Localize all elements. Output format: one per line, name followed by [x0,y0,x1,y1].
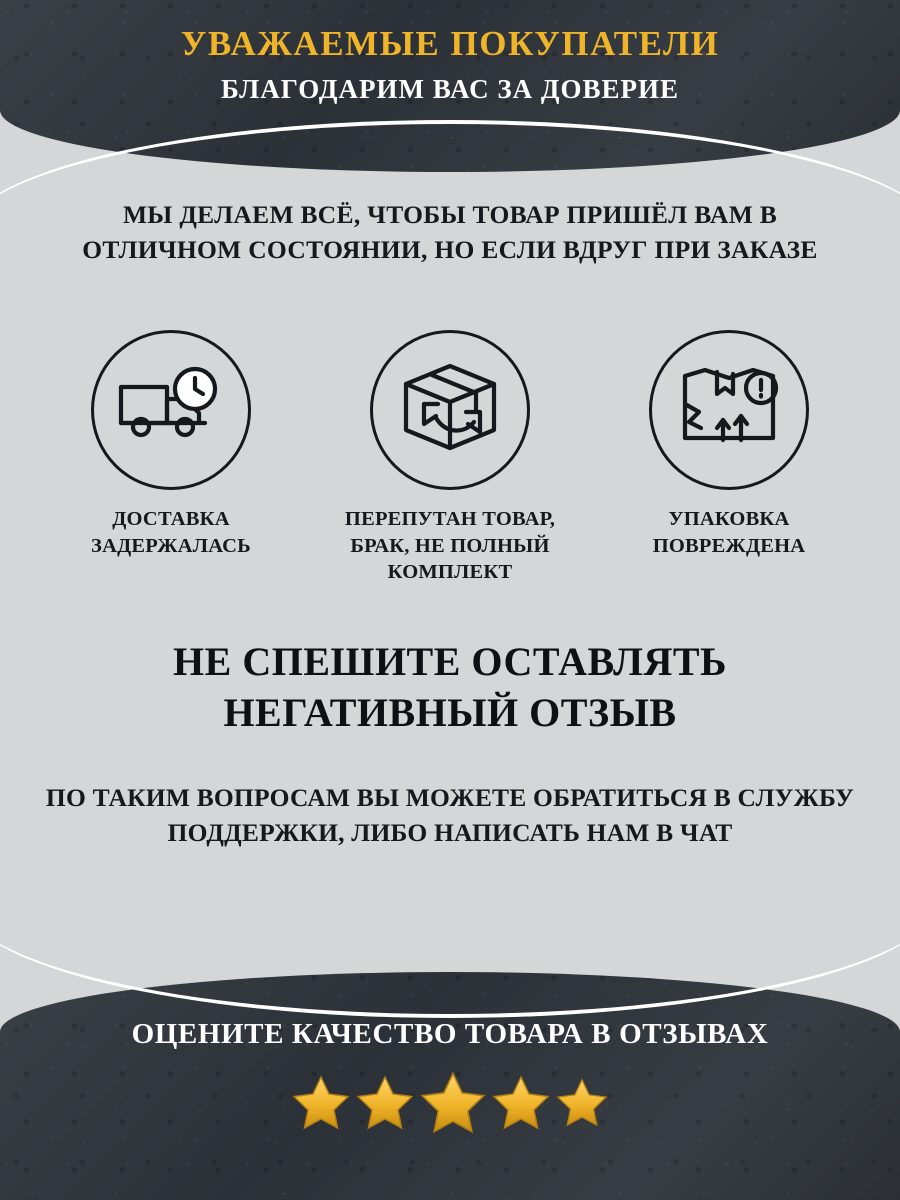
box-return-arrow-icon [392,356,508,465]
intro-text: МЫ ДЕЛАЕМ ВСЁ, ЧТОБЫ ТОВАР ПРИШЁЛ ВАМ В ОТЛИЧНОМ СОСТОЯНИИ, НО ЕСЛИ ВДРУГ ПРИ ЗАКАЗЕ [82,200,818,264]
header-subtitle: БЛАГОДАРИМ ВАС ЗА ДОВЕРИЕ [220,73,680,104]
issue-item-delivery-delayed [40,330,302,559]
headline: НЕ СПЕШИТЕ ОСТАВЛЯТЬ НЕГАТИВНЫЙ ОТЗЫВ [173,639,727,736]
rating-stars[interactable] [0,1070,900,1139]
issue-caption: ПЕРЕПУТАН ТОВАР, БРАК, НЕ ПОЛНЫЙ КОМПЛЕКТ [344,508,556,584]
issue-item-wrong-item [319,330,581,586]
icon-circle [649,330,809,490]
footer [0,990,900,1200]
issue-item-damaged-package [598,330,860,559]
damaged-package-icon [673,358,785,463]
page-title: УВАЖАЕМЫЕ ПОКУПАТЕЛИ [180,24,720,63]
issue-caption: ДОСТАВКА ЗАДЕРЖАЛАСЬ [91,508,251,557]
footer-call-to-action: ОЦЕНИТЕ КАЧЕСТВО ТОВАРА В ОТЗЫВАХ [131,1018,769,1050]
issue-icons-row [40,330,860,586]
delivery-truck-clock-icon [115,365,227,456]
star-icon[interactable] [292,1074,350,1135]
issue-caption: УПАКОВКА ПОВРЕЖДЕНА [652,508,806,557]
star-icon[interactable] [492,1074,550,1135]
star-icon[interactable] [556,1077,608,1132]
star-icon[interactable] [356,1074,414,1135]
header [0,0,900,160]
icon-circle [91,330,251,490]
support-note: ПО ТАКИМ ВОПРОСАМ ВЫ МОЖЕТЕ ОБРАТИТЬСЯ В СЛУЖБУ ПОДДЕРЖКИ, ЛИБО НАПИСАТЬ НАМ В ЧАТ [45,783,855,848]
icon-circle [370,330,530,490]
star-icon[interactable] [420,1070,486,1139]
